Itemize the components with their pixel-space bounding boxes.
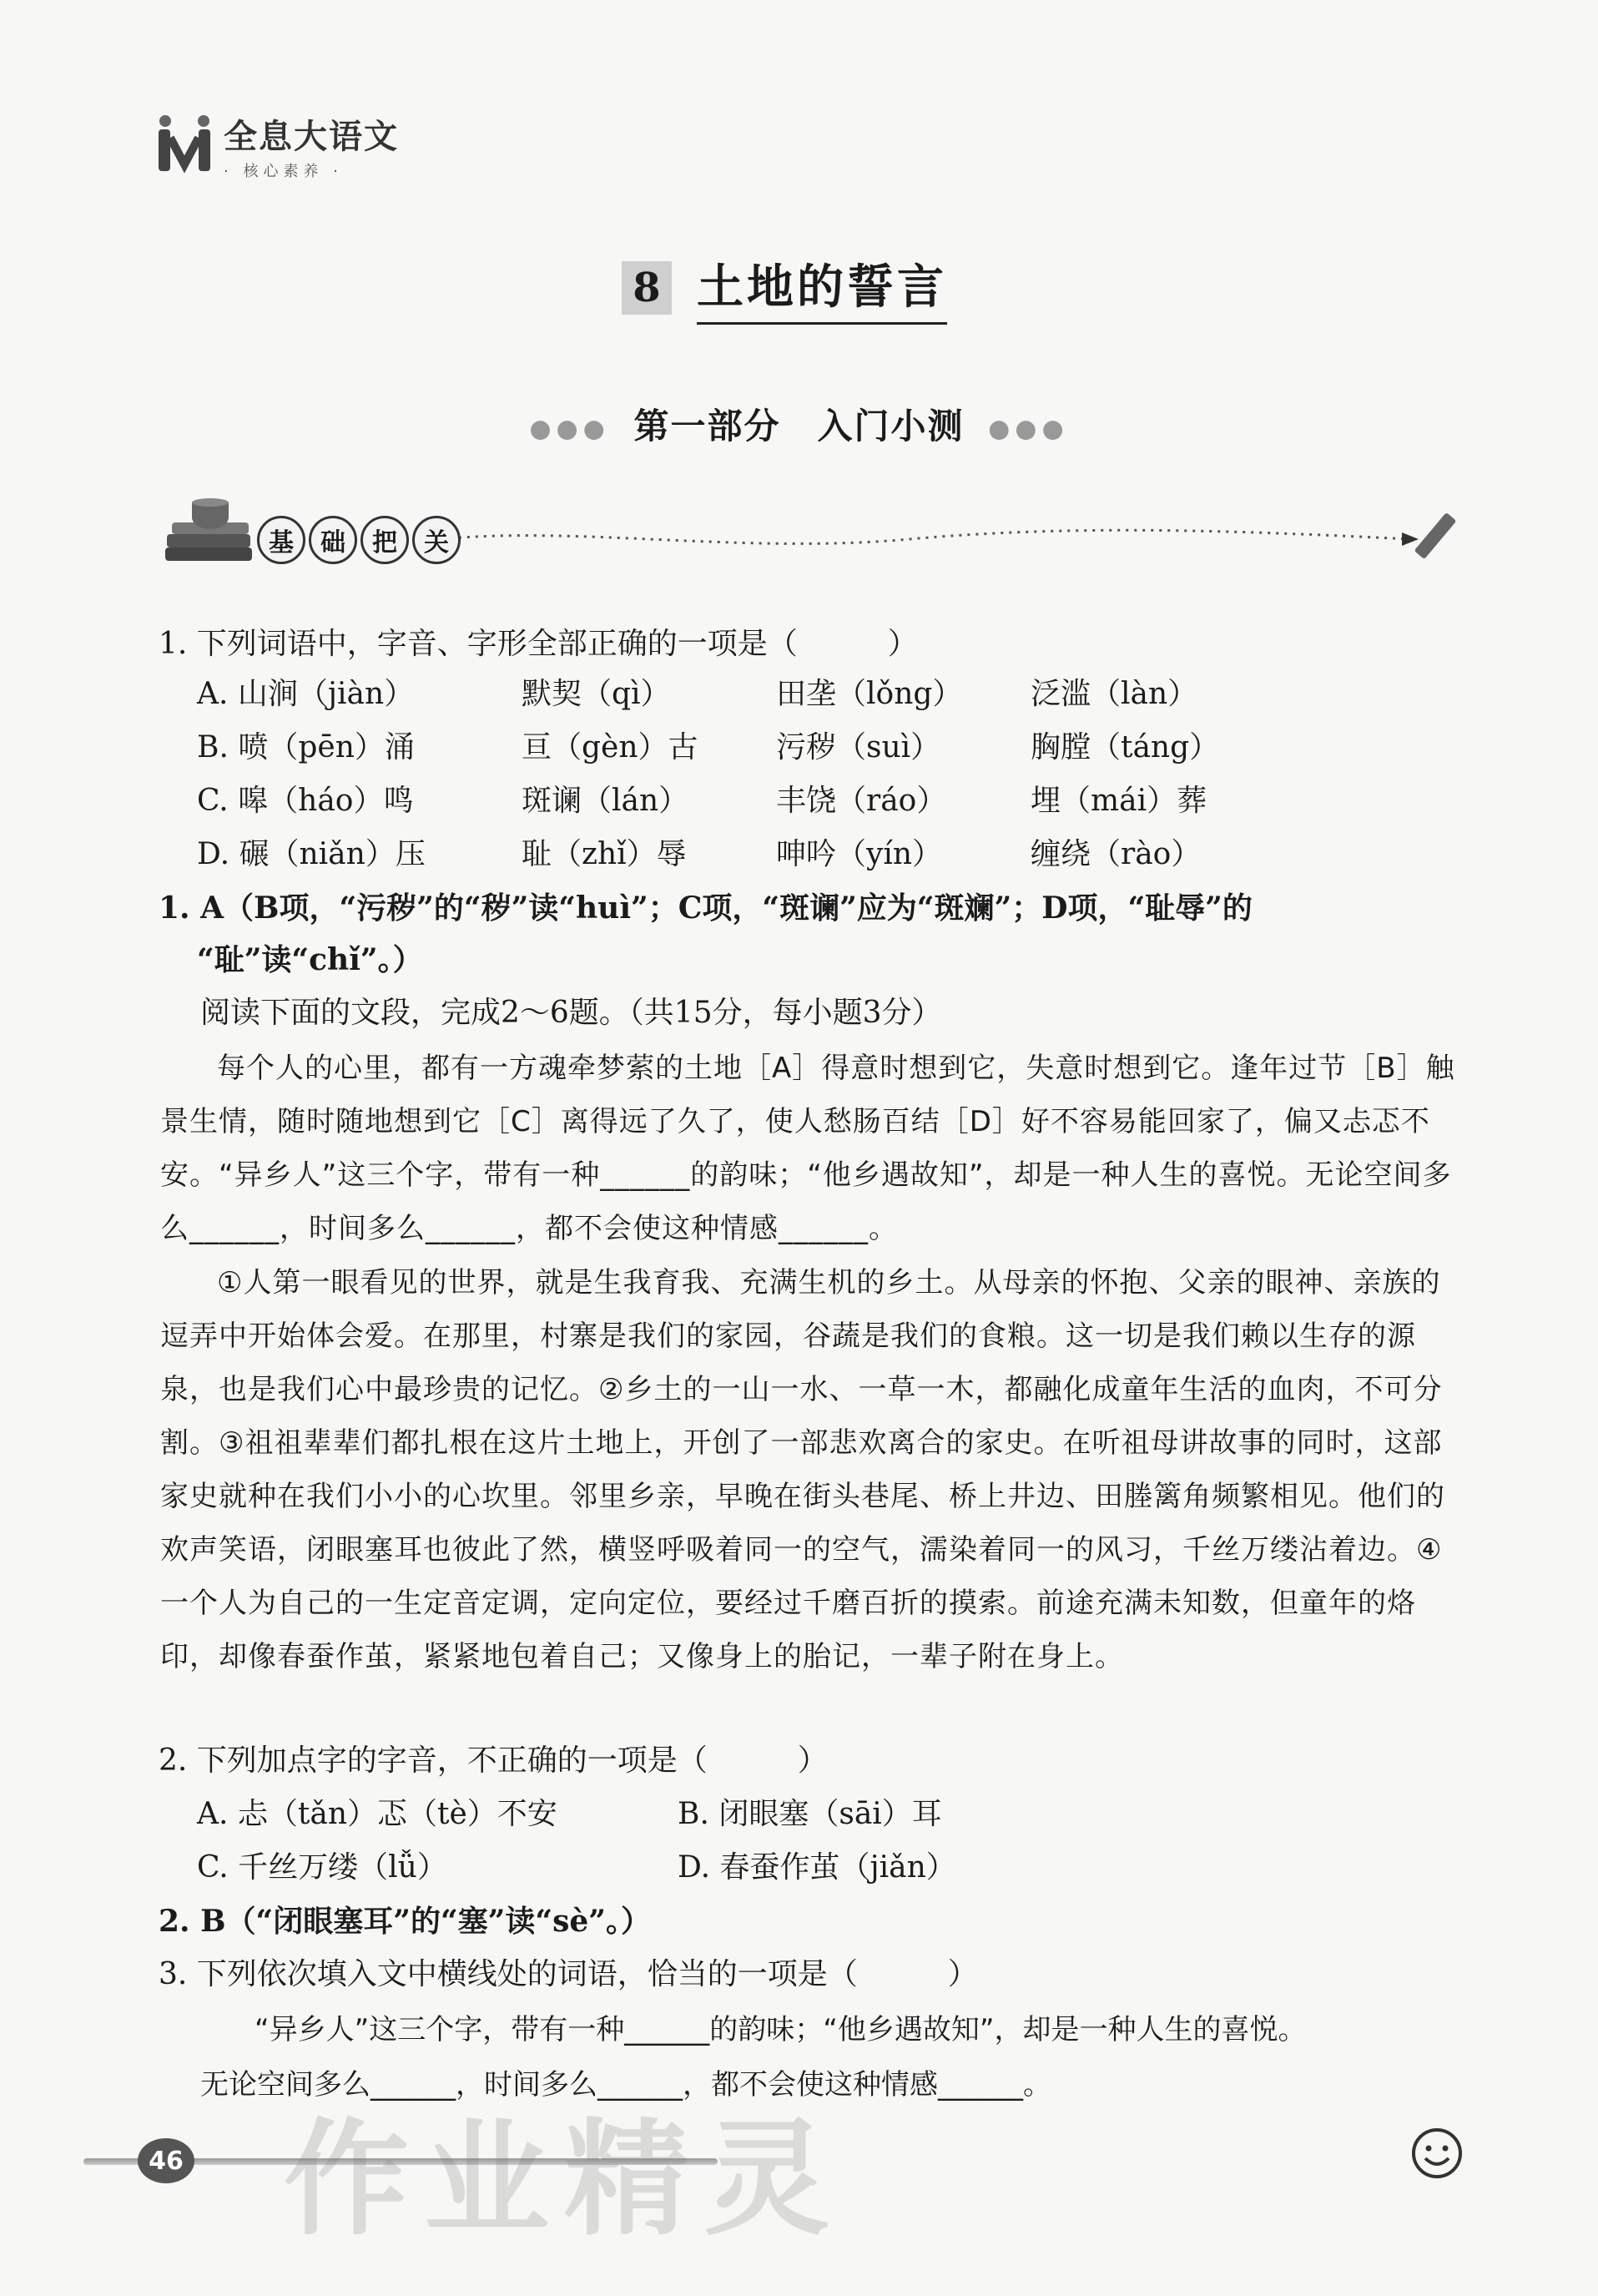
q1-answer-line2: “耻”读“chǐ”。）	[197, 942, 423, 977]
q1-option-b3: 污秽（suì）	[776, 730, 941, 764]
q1-option-b1: B. 喷（pēn）涌	[197, 730, 415, 764]
q1-option-a3: 田垄（lǒng）	[776, 677, 963, 711]
book-logo-icon	[155, 113, 214, 179]
pencil-icon	[1414, 512, 1457, 559]
q2-option-d: D. 春蚕作茧（jiǎn）	[678, 1850, 956, 1885]
lesson-heading	[622, 250, 947, 325]
q1-option-d1: D. 碾（niǎn）压	[197, 837, 426, 871]
dots-right: ●●●	[988, 414, 1069, 444]
q3-passage-line2: 无论空间多么______，时间多么______，都不会使这种情感______。	[200, 2068, 1051, 2102]
q2-option-a: A. 忐（tǎn）忑（tè）不安	[197, 1797, 557, 1831]
q1-answer-line1: 1. A（B项，“污秽”的“秽”读“huì”；C项，“斑谰”应为“斑斓”；D项，“耻辱”的	[159, 891, 1253, 926]
basics-banner	[159, 492, 1469, 568]
section-heading	[0, 399, 1598, 449]
q1-option-c4: 埋（mái）葬	[1031, 784, 1207, 818]
page-number: 46	[138, 2138, 194, 2183]
q1-option-a1: A. 山涧（jiàn）	[197, 677, 415, 711]
banner-char-3: 把	[360, 516, 409, 564]
q3-stem: 3. 下列依次填入文中横线处的词语，恰当的一项是（ ）	[159, 1957, 978, 1991]
q1-option-b2: 亘（gèn）古	[522, 730, 698, 764]
brand-name: 全息大语文	[224, 118, 399, 156]
banner-char-2: 础	[309, 516, 357, 564]
q1-option-c2: 斑谰（lán）	[522, 784, 689, 818]
q1-stem: 1. 下列词语中，字音、字形全部正确的一项是（ ）	[159, 627, 918, 661]
q2-option-c: C. 千丝万缕（lǚ）	[197, 1850, 447, 1885]
q2-option-b: B. 闭眼塞（sāi）耳	[678, 1797, 942, 1831]
q1-option-d4: 缠绕（rào）	[1031, 837, 1202, 871]
q1-option-a2: 默契（qì）	[522, 677, 671, 711]
q2-answer: 2. B（“闭眼塞耳”的“塞”读“sè”。）	[159, 1904, 651, 1939]
dots-left: ●●●	[529, 414, 610, 444]
reading-intro: 阅读下面的文段，完成2～6题。（共15分，每小题3分）	[200, 996, 942, 1030]
banner-char-4: 关	[412, 516, 461, 564]
lesson-title: 土地的誓言	[697, 250, 947, 325]
q1-option-a4: 泛滥（làn）	[1031, 677, 1198, 711]
brand-logo	[155, 110, 399, 181]
section-title: 第一部分 入门小测	[633, 406, 965, 447]
passage-paragraph-1: 每个人的心里，都有一方魂牵梦萦的土地［A］得意时想到它，失意时想到它。逢年过节［B］触景生情，随时随地想到它［C］离得远了久了，使人愁肠百结［D］好不容易能回家了，偏又忐忑不安。“异乡人”这三个字，带有一种______的韵味；“他乡遇故知”，却是一种人生的喜悦。无论空间多么______，时间多么______，都不会使这种情感______。	[160, 1052, 1455, 1245]
q1-option-c3: 丰饶（ráo）	[776, 784, 947, 818]
brand-subtitle: · 核心素养 ·	[224, 163, 343, 180]
banner-char-1: 基	[257, 516, 305, 564]
q1-option-c1: C. 嗥（háo）鸣	[197, 784, 414, 818]
lesson-number: 8	[622, 261, 672, 315]
q1-option-d3: 呻吟（yín）	[776, 837, 943, 871]
smiley-icon	[1410, 2127, 1464, 2180]
passage-paragraph-2: ①人第一眼看见的世界，就是生我育我、充满生机的乡土。从母亲的怀抱、父亲的眼神、亲族的逗弄中开始体会爱。在那里，村寨是我们的家园，谷蔬是我们的食粮。这一切是我们赖以生存的源泉，也是我们心中最珍贵的记忆。②乡土的一山一水、一草一木，都融化成童年生活的血肉，不可分割。③祖祖辈辈们都扎根在这片土地上，开创了一部悲欢离合的家史。在听祖母讲故事的同时，这部家史就种在我们小小的心坎里。邻里乡亲，早晚在街头巷尾、桥上井边、田塍篱角频繁相见。他们的欢声笑语，闭眼塞耳也彼此了然，横竖呼吸着同一的空气，濡染着同一的风习，千丝万缕沾着边。④一个人为自己的一生定音定调，定向定位，要经过千磨百折的摸索。前途充满未知数，但童年的烙印，却像春蚕作茧，紧紧地包着自己；又像身上的胎记，一辈子附在身上。	[160, 1266, 1445, 1673]
q2-stem: 2. 下列加点字的字音，不正确的一项是（ ）	[159, 1743, 828, 1778]
books-cup-icon	[165, 498, 252, 561]
q3-passage-line1: “异乡人”这三个字，带有一种______的韵味；“他乡遇故知”，却是一种人生的喜悦。	[255, 2013, 1307, 2046]
watermark: 作业精灵	[284, 2107, 845, 2253]
q1-option-d2: 耻（zhǐ）辱	[522, 837, 687, 871]
q1-option-b4: 胸膛（táng）	[1031, 730, 1220, 764]
